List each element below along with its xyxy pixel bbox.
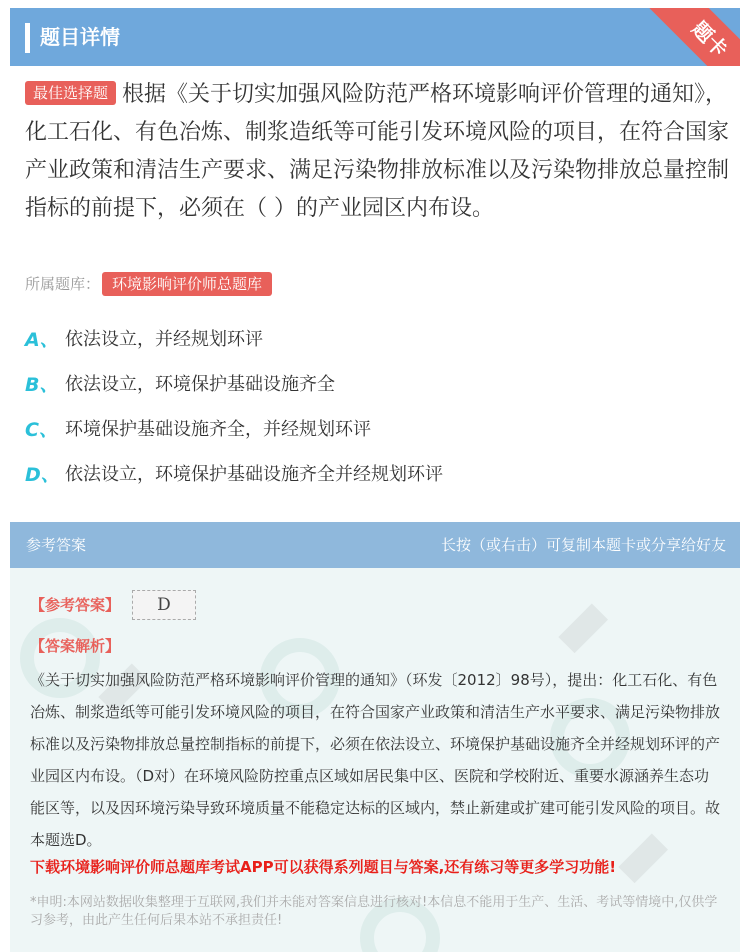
option-text: 依法设立，并经规划环评	[65, 329, 263, 350]
answer-section-header	[10, 522, 740, 568]
reference-answer-value: D	[132, 590, 196, 620]
option-a[interactable]	[25, 322, 725, 367]
question-bank-row	[25, 271, 272, 297]
analysis-label: 【答案解析】	[30, 637, 121, 655]
question-text: 根据《关于切实加强风险防范严格环境影响评价管理的通知》，化工石化、有色冶炼、制浆造纸等可能引发环境风险的项目，在符合国家产业政策和清洁生产要求、满足污染物排放标准以及污染物排放总量控制指标的前提下，必须在（ ）的产业园区内布设。	[25, 82, 730, 221]
question-type-badge: 最佳选择题	[25, 81, 116, 105]
option-text: 依法设立，环境保护基础设施齐全	[65, 374, 335, 395]
header-accent-bar	[25, 23, 30, 53]
option-letter: A、	[25, 329, 59, 351]
question-stem	[25, 76, 730, 228]
page-title: 题目详情	[40, 25, 120, 49]
bank-name-tag[interactable]: 环境影响评价师总题库	[102, 272, 272, 296]
app-download-promo[interactable]: 下载环境影响评价师总题库考试APP可以获得系列题目与答案,还有练习等更多学习功能!	[30, 858, 617, 876]
option-b[interactable]	[25, 367, 725, 412]
watermark-logo: ▮	[609, 816, 685, 893]
option-text: 依法设立，环境保护基础设施齐全并经规划环评	[65, 464, 443, 485]
watermark-logo: ▮	[549, 586, 625, 663]
option-text: 环境保护基础设施齐全，并经规划环评	[65, 419, 371, 440]
share-hint: 长按（或右击）可复制本题卡或分享给好友	[440, 536, 726, 554]
page-header	[10, 8, 740, 66]
option-letter: C、	[25, 419, 58, 441]
option-letter: D、	[25, 464, 60, 486]
option-d[interactable]	[25, 457, 725, 502]
disclaimer-text: *申明:本网站数据收集整理于互联网,我们并未能对答案信息进行核对!本信息不能用于生产、生活、考试等情境中,仅供学习参考，由此产生任何后果本站不承担责任!	[30, 895, 718, 928]
option-c[interactable]	[25, 412, 725, 457]
question-card-ribbon: 题卡	[646, 8, 740, 66]
bank-label: 所属题库：	[25, 275, 101, 293]
reference-answer-label: 【参考答案】	[30, 596, 121, 614]
analysis-text: 《关于切实加强风险防范严格环境影响评价管理的通知》（环发〔2012〕98号），提出：化工石化、有色冶炼、制浆造纸等可能引发环境风险的项目，在符合国家产业政策和清洁生产水平要求、满足污染物排放标准以及污染物排放总量控制指标的前提下，必须在依法设立、环境保护基础设施齐全并经规划环评的产业园区内布设。（D对）在环境风险防控重点区域如居民集中区、医院和学校附近、重要水源涵养生态功能区等，以及因环境污染导致环境质量不能稳定达标的区域内，禁止新建或扩建可能引发风险的项目。故本题选D。	[30, 671, 721, 849]
answer-panel	[10, 568, 740, 952]
answer-header-title: 参考答案	[26, 536, 87, 554]
option-letter: B、	[25, 374, 59, 396]
watermark-logo: ▮	[89, 646, 165, 723]
option-list	[25, 322, 725, 502]
